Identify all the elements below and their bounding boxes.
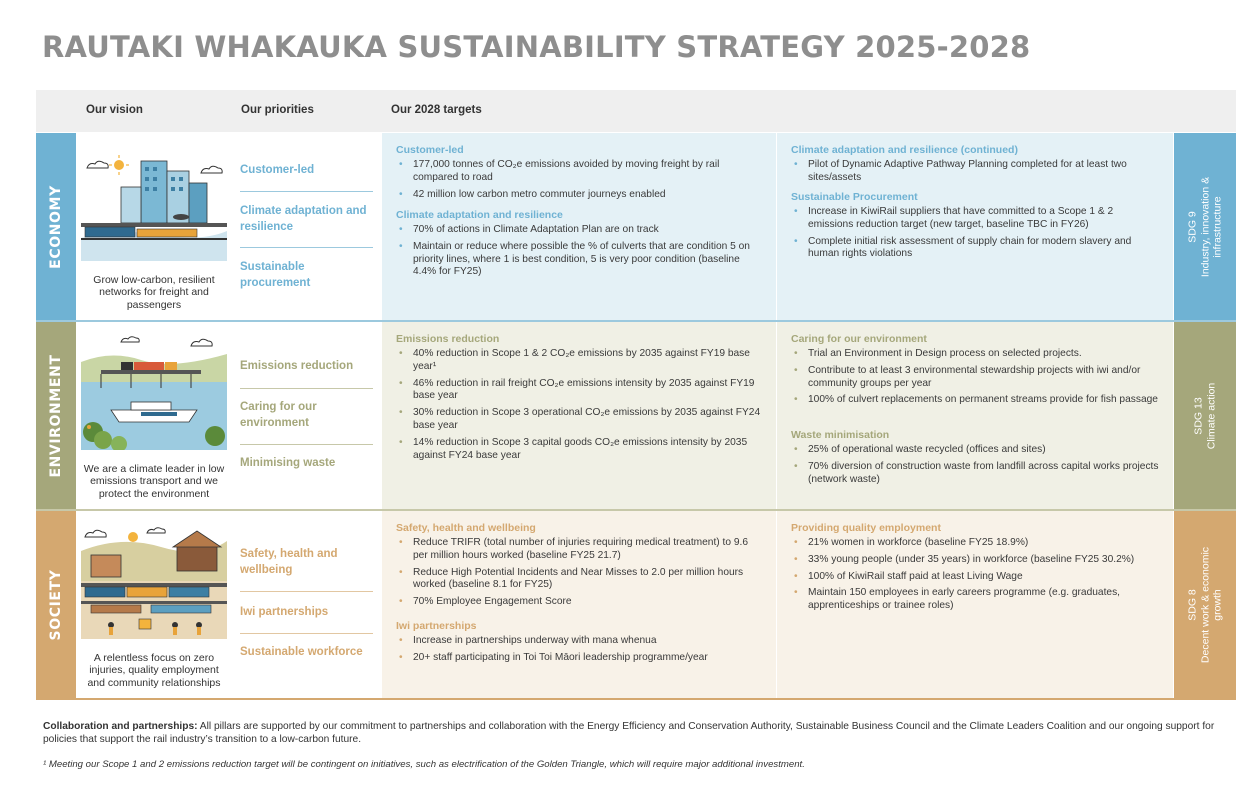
target-item: • 70% diversion of construction waste from landfill across capital works projects (network waste): [791, 461, 1161, 487]
economy-pillar-label: ECONOMY: [36, 133, 76, 321]
economy-priorities: [233, 133, 380, 321]
target-item: • Maintain or reduce where possible the % of culverts that are condition 5 on priority lines, where 1 is best condition, 5 is very poor condition (baseline 4.4% for FY25): [396, 241, 764, 279]
target-item: • Complete initial risk assessment of supply chain for modern slavery and human rights violations: [791, 236, 1161, 262]
page-title: RAUTAKI WHAKAUKA SUSTAINABILITY STRATEGY 2025-2028: [42, 30, 1031, 64]
target-item: • 100% of culvert replacements on permanent streams provide for fish passage: [791, 394, 1161, 407]
section-heading: Providing quality employment: [791, 522, 941, 534]
economy-illustration: [81, 143, 227, 261]
target-item: • Increase in KiwiRail suppliers that have committed to a Scope 1 & 2 emissions reduction target (new target, baseline TBC in FY26): [791, 206, 1161, 232]
priority-divider: [240, 591, 373, 592]
sdg-line2: infrastructure: [1211, 196, 1224, 258]
priority-safety-health: Safety, health and wellbeing: [240, 548, 338, 576]
section-heading: Safety, health and wellbeing: [396, 522, 536, 534]
target-item: • 30% reduction in Scope 3 operational CO₂e emissions by 2035 against FY24 base year: [396, 407, 764, 433]
environment-band: [36, 322, 1236, 510]
target-section: [791, 333, 1161, 411]
society-pillar-label: SOCIETY: [36, 511, 76, 699]
priority-emissions-reduction: Emissions reduction: [240, 360, 354, 372]
environment-sdg: [1174, 322, 1236, 510]
target-item: • 33% young people (under 35 years) in workforce (baseline FY25 30.2%): [791, 554, 1161, 567]
sdg-line1: Decent work & economic: [1198, 546, 1211, 664]
target-section: [396, 333, 764, 466]
section-heading: Customer-led: [396, 144, 464, 156]
table-header: [36, 90, 1236, 132]
sdg-line1: Climate action: [1205, 382, 1217, 450]
economy-vision: [77, 133, 231, 321]
target-section: [791, 522, 1161, 617]
economy-sdg: [1174, 133, 1236, 321]
sdg-number: SDG 8: [1186, 589, 1199, 621]
collaboration-label: Collaboration and partnerships:: [43, 721, 198, 732]
target-item: • Reduce High Potential Incidents and Near Misses to 2.0 per million hours worked (baseline 8.1 for FY25): [396, 567, 764, 593]
band-divider: [36, 698, 1236, 700]
economy-targets-col2: [777, 133, 1173, 321]
society-band: [36, 511, 1236, 699]
society-targets-col1: [382, 511, 776, 699]
society-vision: [77, 511, 231, 699]
section-heading: Iwi partnerships: [396, 620, 477, 632]
target-item: • 21% women in workforce (baseline FY25 18.9%): [791, 537, 1161, 550]
section-heading: Emissions reduction: [396, 333, 500, 345]
priority-caring-environment: Caring for our environment: [240, 401, 317, 429]
priority-divider: [240, 633, 373, 634]
target-item: • 70% of actions in Climate Adaptation Plan are on track: [396, 224, 764, 237]
priority-minimising-waste: Minimising waste: [240, 457, 336, 469]
target-item: • 177,000 tonnes of CO₂e emissions avoided by moving freight by rail compared to road: [396, 159, 764, 185]
collaboration-text: All pillars are supported by our commitment to partnerships and collaboration with the Energy Efficiency and Conservation Authority, Sustainable Business Council and the Climate Leaders Coalition and our ongoing support for policies that support the rail industry’s transition to a low-carbon future.: [43, 721, 1215, 745]
priority-divider: [240, 388, 373, 389]
priority-divider: [240, 191, 373, 192]
target-section: [396, 209, 764, 283]
priority-sustainable-procurement: Sustainable procurement: [240, 261, 311, 289]
target-item: • 46% reduction in rail freight CO₂e emissions intensity by 2035 against FY19 base year: [396, 378, 764, 404]
environment-illustration: [81, 332, 227, 450]
environment-vision: [77, 322, 231, 510]
economy-band: [36, 133, 1236, 321]
priority-divider: [240, 444, 373, 445]
environment-vision-text: We are a climate leader in low emissions transport and we protect the environment: [83, 462, 225, 500]
target-section: [396, 522, 764, 613]
section-heading: Caring for our environment: [791, 333, 927, 345]
priority-customer-led: Customer-led: [240, 164, 315, 176]
section-heading: Climate adaptation and resilience (continued): [791, 144, 1018, 156]
priority-sustainable-workforce: Sustainable workforce: [240, 646, 363, 658]
target-item: • Trial an Environment in Design process on selected projects.: [791, 348, 1161, 361]
priority-iwi-partnerships: Iwi partnerships: [240, 606, 329, 618]
target-section: [396, 144, 764, 205]
society-priorities: [233, 511, 380, 699]
section-heading: Climate adaptation and resilience: [396, 209, 563, 221]
target-item: • 25% of operational waste recycled (offices and sites): [791, 444, 1161, 457]
society-vision-text: A relentless focus on zero injuries, quality employment and community relationships: [87, 651, 221, 689]
collaboration-note: [43, 720, 1233, 746]
header-targets: Our 2028 targets: [391, 104, 482, 116]
sdg-line2: growth: [1211, 589, 1224, 621]
target-item: • 70% Employee Engagement Score: [396, 596, 764, 609]
header-priorities: Our priorities: [241, 104, 314, 116]
target-item: • Maintain 150 employees in early careers programme (e.g. graduates, apprenticeships or trainee roles): [791, 587, 1161, 613]
target-section: [396, 620, 764, 669]
target-section: [791, 144, 1161, 189]
target-section: [791, 191, 1161, 265]
society-sdg: [1174, 511, 1236, 699]
economy-vision-text: Grow low-carbon, resilient networks for freight and passengers: [93, 273, 215, 311]
target-item: • Pilot of Dynamic Adaptive Pathway Planning completed for at least two sites/assets: [791, 159, 1161, 185]
footnote: ¹ Meeting our Scope 1 and 2 emissions reduction target will be contingent on initiatives, such as electrification of the Golden Triangle, which will require major additional investment.: [43, 759, 805, 770]
environment-targets-col1: [382, 322, 776, 510]
target-item: • Contribute to at least 3 environmental stewardship projects with iwi and/or community groups per year: [791, 365, 1161, 391]
target-item: • Increase in partnerships underway with mana whenua: [396, 635, 764, 648]
target-item: • 100% of KiwiRail staff paid at least Living Wage: [791, 571, 1161, 584]
environment-priorities: [233, 322, 380, 510]
target-item: • 20+ staff participating in Toi Toi Māori leadership programme/year: [396, 652, 764, 665]
society-targets-col2: [777, 511, 1173, 699]
section-heading: Sustainable Procurement: [791, 191, 918, 203]
target-item: • 42 million low carbon metro commuter journeys enabled: [396, 189, 764, 202]
environment-targets-col2: [777, 322, 1173, 510]
sdg-number: SDG 13: [1192, 397, 1205, 435]
target-section: [791, 429, 1161, 490]
section-heading: Waste minimisation: [791, 429, 890, 441]
society-illustration: [81, 521, 227, 639]
priority-climate-adaptation: Climate adaptation and resilience: [240, 205, 367, 233]
environment-pillar-label: ENVIRONMENT: [36, 322, 76, 510]
sdg-line1: Industry, innovation &: [1198, 176, 1211, 278]
target-item: • 40% reduction in Scope 1 & 2 CO₂e emissions by 2035 against FY19 base year¹: [396, 348, 764, 374]
header-vision: Our vision: [86, 104, 143, 116]
sdg-number: SDG 9: [1186, 211, 1199, 243]
target-item: • 14% reduction in Scope 3 capital goods CO₂e emissions intensity by 2035 against FY24 base year: [396, 437, 764, 463]
economy-targets-col1: [382, 133, 776, 321]
target-item: • Reduce TRIFR (total number of injuries requiring medical treatment) to 9.6 per million hours worked (baseline FY25 21.7): [396, 537, 764, 563]
priority-divider: [240, 247, 373, 248]
